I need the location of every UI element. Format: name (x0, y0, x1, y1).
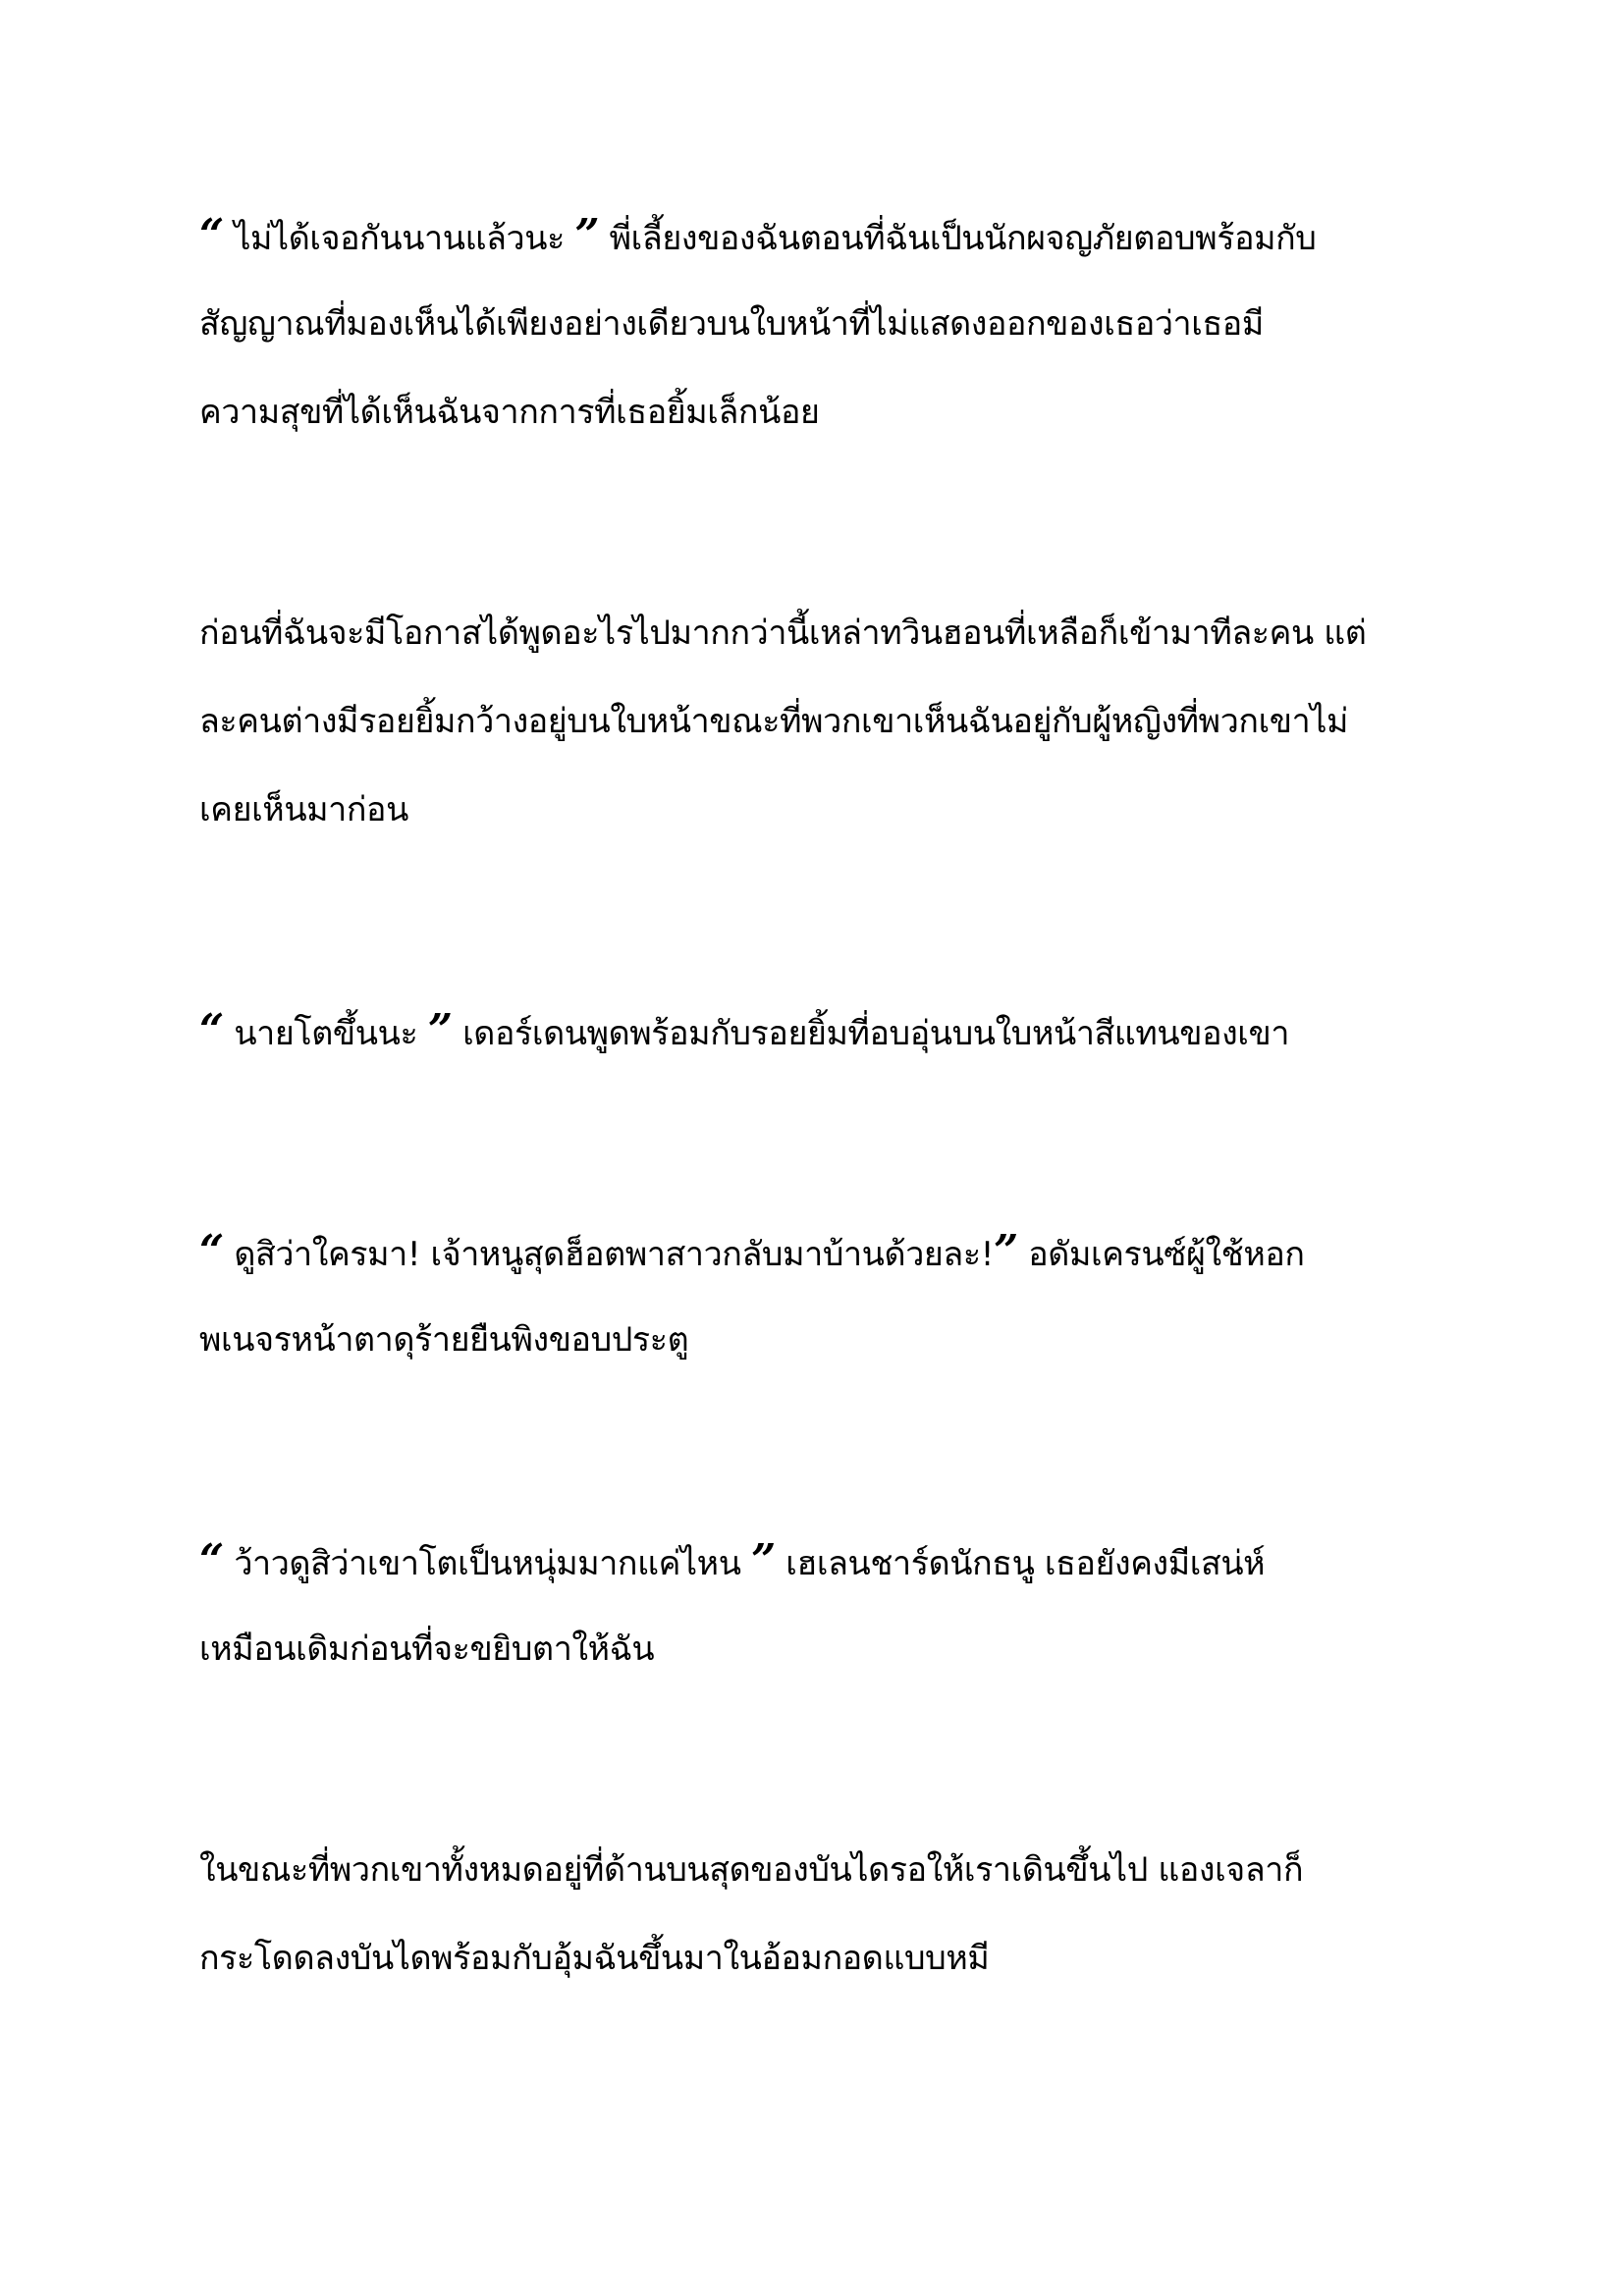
open-quote: “ (199, 211, 224, 260)
close-quote: ” (750, 1536, 776, 1585)
paragraph-4-line-2: พเนจรหน้าตาดุร้ายยืนพิงขอบประตู (199, 1320, 689, 1360)
paragraph-6-line-1: ในขณะที่พวกเขาทั้งหมดอยู่ที่ด้านบนสุดของบันไดรอให้เราเดินขึ้นไป แองเจลาก็ (199, 1850, 1304, 1890)
paragraph-2-line-3: เคยเห็นมาก่อน (199, 790, 408, 829)
paragraph-4-line-1 (199, 1227, 1466, 1276)
narration-text: เฮเลนชาร์ดนักธนู เธอยังคงมีเสน่ห์ (775, 1544, 1266, 1583)
dialogue-text: ดูสิว่าใครมา! เจ้าหนูสุดฮ็อตพาสาวกลับมาบ้านด้วยละ! (223, 1235, 994, 1274)
open-quote: “ (199, 1227, 224, 1276)
paragraph-1-line-3: ความสุขที่ได้เห็นฉันจากการที่เธอยิ้มเล็กน้อย (199, 393, 820, 432)
close-quote: ” (427, 1006, 453, 1055)
narration-text: อดัมเครนซ์ผู้ใช้หอก (1017, 1235, 1305, 1274)
open-quote: “ (199, 1006, 224, 1055)
paragraph-2-line-1: ก่อนที่ฉันจะมีโอกาสได้พูดอะไรไปมากกว่านี้เหล่าทวินฮอนที่เหลือก็เข้ามาทีละคน แต่ (199, 614, 1367, 653)
open-quote: “ (199, 1536, 224, 1585)
paragraph-1-line-1 (199, 211, 1466, 260)
dialogue-text: ว้าวดูสิว่าเขาโตเป็นหนุ่มมากแค่ไหน (223, 1544, 751, 1583)
paragraph-5-line-2: เหมือนเดิมก่อนที่จะขยิบตาให้ฉัน (199, 1629, 655, 1669)
paragraph-6-line-2: กระโดดลงบันไดพร้อมกับอุ้มฉันขึ้นมาในอ้อมกอดแบบหมี (199, 1939, 990, 1978)
dialogue-text: นายโตขึ้นนะ (223, 1014, 428, 1053)
paragraph-2-line-2: ละคนต่างมีรอยยิ้มกว้างอยู่บนใบหน้าขณะที่พวกเขาเห็นฉันอยู่กับผู้หญิงที่พวกเขาไม่ (199, 702, 1349, 741)
paragraph-1-line-2: สัญญาณที่มองเห็นได้เพียงอย่างเดียวบนใบหน้าที่ไม่แสดงออกของเธอว่าเธอมี (199, 304, 1264, 344)
close-quote: ” (993, 1227, 1018, 1276)
paragraph-3-line-1 (199, 1006, 1466, 1055)
narration-text: เดอร์เดนพูดพร้อมกับรอยยิ้มที่อบอุ่นบนใบหน้าสีแทนของเขา (452, 1014, 1290, 1053)
paragraph-5-line-1 (199, 1536, 1466, 1585)
close-quote: ” (574, 211, 600, 260)
narration-text: พี่เลี้ยงของฉันตอนที่ฉันเป็นนักผจญภัยตอบพร้อมกับ (599, 219, 1317, 258)
dialogue-text: ไม่ได้เจอกันนานแล้วนะ (223, 219, 575, 258)
